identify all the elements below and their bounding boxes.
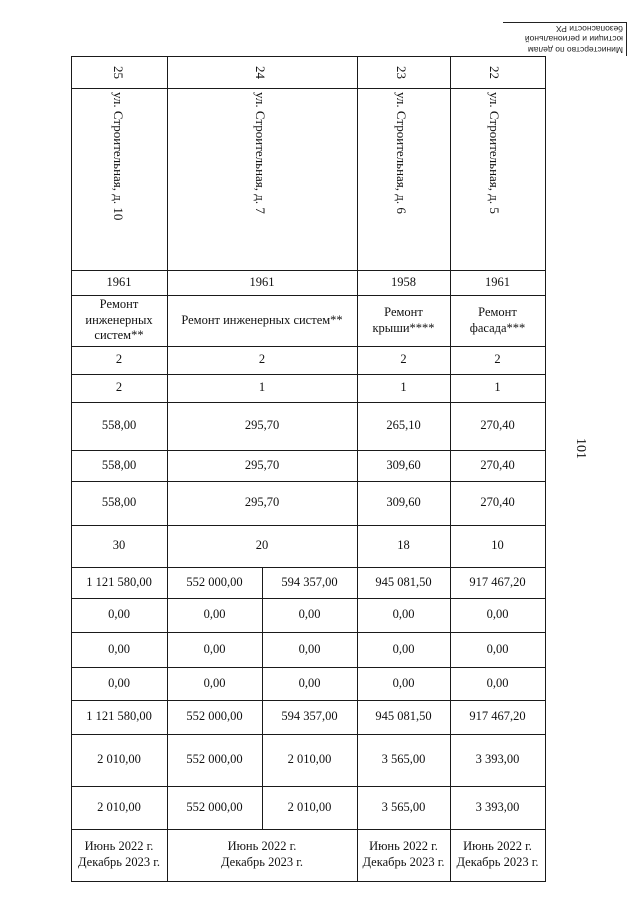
data-cell: 1 121 580,00 (86, 709, 152, 724)
year-cell: 1961 (249, 274, 275, 289)
data-cell: 3 565,00 (381, 752, 426, 767)
column-number: 25 (111, 66, 126, 79)
term-cell (167, 829, 357, 881)
data-cell: 558,00 (101, 495, 137, 510)
column-number: 22 (487, 66, 502, 79)
data-cell: 0,00 (392, 641, 415, 656)
stamp-line: юстиции и региональной (524, 34, 623, 45)
data-cell: 2 (400, 352, 407, 367)
data-cell: 1 (494, 380, 501, 395)
year-cell: 1961 (485, 274, 510, 289)
term-end: Декабрь 2023 г. (456, 855, 539, 869)
data-cell: 2 010,00 (97, 799, 141, 814)
ministry-stamp (503, 22, 627, 56)
data-cell: 10 (491, 538, 504, 553)
data-cell: 2 010,00 (287, 752, 332, 767)
term-cell (71, 829, 167, 881)
data-cell: 552 000,00 (186, 709, 243, 724)
data-cell: 0,00 (108, 641, 130, 656)
data-cell: 0,00 (486, 675, 509, 690)
data-cell: 0,00 (108, 675, 130, 690)
grid-line (71, 56, 546, 57)
data-cell: 1 121 580,00 (86, 574, 152, 589)
grid-line (71, 881, 546, 882)
term-start: Июнь 2022 г. (369, 839, 438, 854)
data-cell: 0,00 (108, 607, 130, 622)
data-cell: 2 010,00 (97, 752, 141, 767)
term-start: Июнь 2022 г. (463, 839, 532, 854)
data-cell: 945 081,50 (375, 574, 432, 589)
data-cell: 2 (494, 352, 501, 367)
data-cell: 0,00 (486, 641, 509, 656)
data-cell: 309,60 (386, 457, 421, 472)
data-cell: 295,70 (244, 418, 280, 433)
data-cell: 3 393,00 (475, 752, 520, 767)
data-cell: 3 565,00 (381, 799, 426, 814)
data-cell: 0,00 (203, 641, 226, 656)
data-cell: 0,00 (392, 675, 415, 690)
grid-line (71, 88, 546, 89)
stamp-line: безопасности РХ (555, 24, 623, 34)
data-cell: 0,00 (203, 675, 226, 690)
data-cell: 594 357,00 (281, 574, 338, 589)
year-cell: 1958 (391, 274, 416, 289)
data-cell: 20 (255, 538, 269, 553)
data-cell: 2 (258, 352, 266, 367)
work-type-cell: Ремонт фасада*** (469, 304, 526, 335)
work-type-cell: Ремонт инженерных систем** (85, 297, 153, 343)
data-cell: 0,00 (298, 641, 321, 656)
column-number: 24 (253, 66, 268, 79)
data-cell: 2 010,00 (287, 799, 332, 814)
data-cell: 2 (115, 352, 123, 367)
data-cell: 1 (258, 380, 266, 395)
term-end: Декабрь 2023 г. (77, 855, 161, 869)
data-cell: 552 000,00 (186, 752, 243, 767)
data-cell: 917 467,20 (469, 574, 526, 589)
data-cell: 18 (397, 538, 410, 553)
work-type-cell: Ремонт крыши**** (372, 304, 435, 335)
data-cell: 558,00 (101, 418, 137, 433)
address-cell: ул. Строительная, д. 5 (487, 92, 502, 214)
data-cell: 558,00 (101, 457, 137, 472)
data-cell: 295,70 (244, 457, 280, 472)
address-cell: ул. Строительная, д. 6 (394, 92, 409, 214)
term-cell (450, 829, 545, 881)
page-number: 101 (573, 438, 588, 459)
data-cell: 30 (112, 538, 126, 553)
data-cell: 270,40 (480, 495, 515, 510)
data-cell: 945 081,50 (375, 709, 432, 724)
work-type-cell: Ремонт инженерных систем** (181, 312, 343, 327)
data-cell: 552 000,00 (186, 799, 243, 814)
data-cell: 0,00 (298, 607, 321, 622)
year-cell: 1961 (106, 274, 132, 289)
term-end: Декабрь 2023 г. (362, 855, 445, 869)
data-cell: 270,40 (480, 457, 515, 472)
term-end: Декабрь 2023 г. (220, 855, 304, 869)
data-cell: 270,40 (480, 418, 515, 433)
data-cell: 309,60 (386, 495, 421, 510)
grid-line (545, 56, 546, 882)
data-cell: 295,70 (244, 495, 280, 510)
data-cell: 265,10 (386, 418, 421, 433)
address-cell: ул. Строительная, д. 10 (111, 92, 126, 221)
address-cell: ул. Строительная, д. 7 (253, 92, 268, 214)
data-cell: 3 393,00 (475, 799, 520, 814)
data-cell: 0,00 (203, 607, 226, 622)
column-number: 23 (394, 66, 409, 79)
data-cell: 594 357,00 (281, 709, 338, 724)
term-cell (357, 829, 450, 881)
data-cell: 917 467,20 (469, 709, 526, 724)
term-start: Июнь 2022 г. (84, 839, 154, 854)
data-cell: 1 (400, 380, 407, 395)
data-cell: 0,00 (298, 675, 321, 690)
data-cell: 2 (115, 380, 123, 395)
data-cell: 0,00 (392, 607, 415, 622)
stamp-line: Министерство по делам (527, 45, 623, 55)
data-cell: 0,00 (486, 607, 509, 622)
term-start: Июнь 2022 г. (227, 839, 297, 854)
data-cell: 552 000,00 (186, 574, 243, 589)
